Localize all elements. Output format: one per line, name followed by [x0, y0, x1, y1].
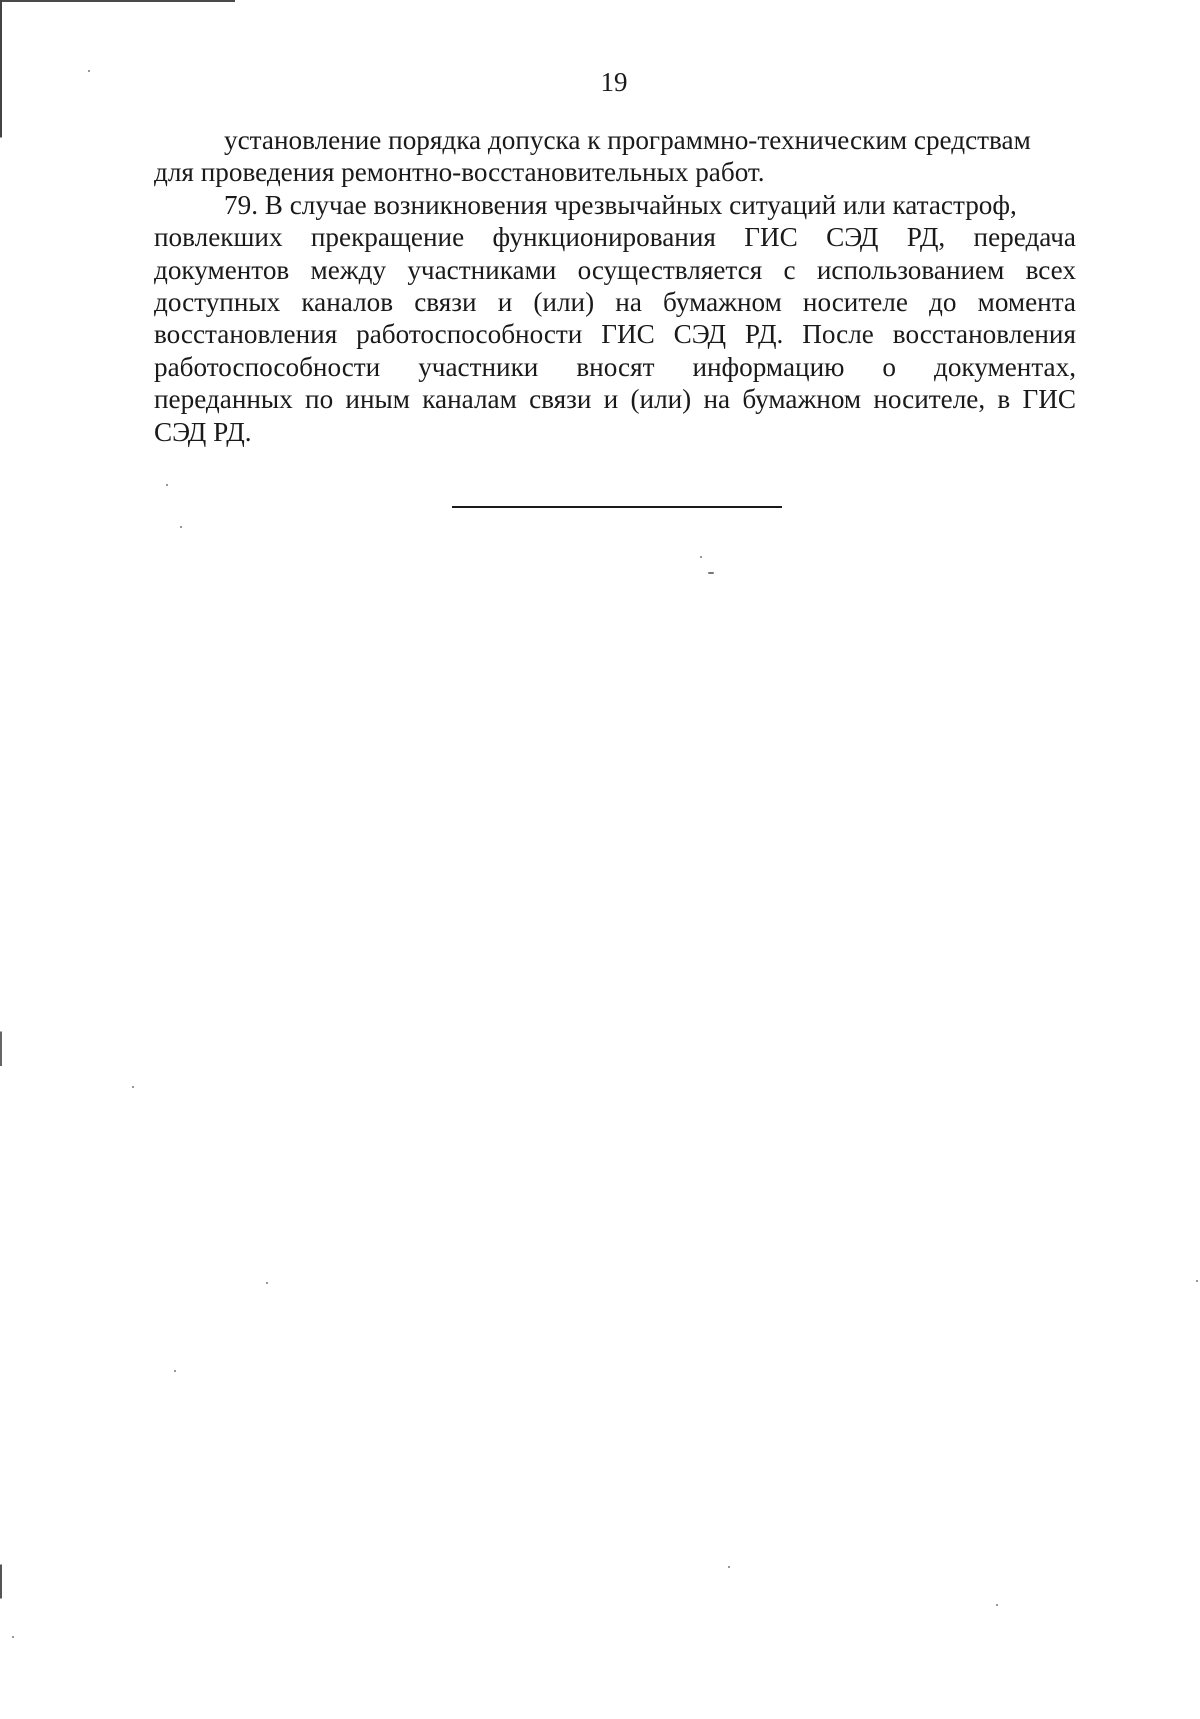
paragraph-line: работоспособности участники вносят информацию о документах, — [154, 351, 1076, 382]
scan-speck — [728, 1566, 730, 1568]
scan-speck — [266, 1282, 268, 1284]
paragraph-line: доступных каналов связи и (или) на бумажном носителе до момента — [154, 287, 1076, 317]
scan-speck — [88, 70, 90, 72]
paragraph-line: для проведения ремонтно-восстановительных работ. — [154, 157, 765, 188]
paragraph-line: переданных по иным каналам связи и (или) на бумажном носителе, в ГИС — [154, 384, 1076, 415]
paragraph-line: 79. В случае возникновения чрезвычайных ситуаций или катастроф, — [224, 189, 1017, 220]
body-text — [154, 124, 1076, 448]
scan-speck — [996, 1604, 998, 1606]
scan-speck — [180, 526, 182, 528]
paragraph-line: СЭД РД. — [154, 416, 252, 447]
paragraph-line: установление порядка допуска к программно-техническим средствам — [224, 125, 1031, 155]
scan-speck — [132, 1086, 134, 1088]
paragraph-line: документов между участниками осуществляется с использованием всех — [154, 254, 1076, 285]
scan-speck — [174, 1370, 176, 1372]
scan-speck — [12, 1636, 14, 1638]
scan-speck — [1196, 1280, 1198, 1282]
scan-edge-artifact — [0, 0, 2, 1719]
scan-speck — [700, 556, 702, 558]
scan-edge-artifact — [0, 0, 235, 2]
scan-speck — [708, 572, 714, 574]
paragraph-line: повлекших прекращение функционирования ГИС СЭД РД, передача — [154, 222, 1076, 253]
paragraph-line: восстановления работоспособности ГИС СЭД РД. После восстановления — [154, 319, 1076, 350]
page-number: 19 — [600, 67, 628, 97]
end-of-text-rule — [452, 506, 782, 508]
scan-speck — [166, 484, 168, 486]
